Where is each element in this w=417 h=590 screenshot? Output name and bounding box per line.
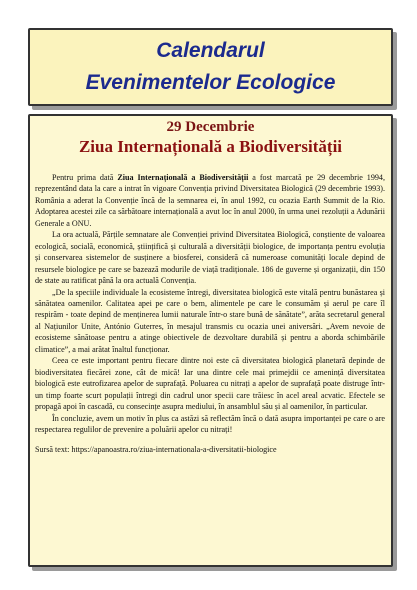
article-body: [35, 172, 385, 456]
article-box: [28, 114, 393, 567]
paragraph-5: În concluzie, avem un motiv în plus ca astăzi să reflectăm încă o dată asupra importanței pe care o are respectarea regulilor de prevenire a poluării apelor cu nitrați!: [35, 413, 385, 434]
paragraph-1-bold: Ziua Internațională a Biodiversității: [117, 173, 249, 182]
paragraph-1-rest: a fost marcată pe 29 decembrie 1994, reprezentând data la care a intrat în vigoare Convenția privind Diversitatea Biologică (29 decembrie 1993). România a aderat la Convenție încă de la semnarea ei, în anul 1992, cu ocazia Earth Summit de la Rio. Adoptarea acestei zile ca sărbătoare internațională a avut loc în anul 2000, în urma unei rezoluții a Adunării Generale a ONU.: [35, 173, 385, 228]
event-date: 29 Decembrie: [166, 119, 255, 135]
event-title: Ziua Internațională a Biodiversității: [78, 137, 343, 156]
paragraph-3: „De la speciile individuale la ecosisteme întregi, diversitatea biologică este vitală pentru bunăstarea și sănătatea oamenilor. Calitatea apei pe care o bem, alimentele pe care le consumăm și aerul pe care îl respirăm - toate depind de menținerea lumii naturale într-o stare bună de sănătate”, arăta secretarul general al Națiunilor Unite, António Guterres, în mesajul transmis cu ocazia unei aniversări. „Avem nevoie de ecosisteme sănătoase pentru a atinge obiectivele de dezvoltare durabilă și pentru a aborda schimbările climatice”, a mai arătat înaltul funcționar.: [35, 287, 385, 354]
header-box: [28, 28, 393, 106]
header-title-line2: Evenimentelor Ecologice: [85, 71, 336, 94]
source-link[interactable]: Sursă text: https://apanoastra.ro/ziua-internationala-a-diversitatii-biologice: [35, 445, 277, 455]
paragraph-2: La ora actuală, Părțile semnatare ale Convenției privind Diversitatea Biologică, conștiente de valoarea ecologică, socială, economică, științifică și culturală a diversității biologice, de importanța pentru evoluția și conservarea sistemelor de susținere a biosferei, consideră că numeroase comunități locale depind de resursele biologice pe care se bazează modurile de viață tradiționale. 186 de guverne și organizații, din 150 de state au ratificat până la ora actuală Convenția.: [35, 230, 385, 286]
paragraph-4: Ceea ce este important pentru fiecare dintre noi este că diversitatea biologică planetară depinde de biodiversitatea fiecărei zone, cât de mică! Iar una dintre cele mai primejdii ce amenință diversitatea biologică este eutrofizarea apelor de suprafață. Poluarea cu nitrați a apelor de suprafață poate distruge într-un timp foarte scurt populații întregi din cadrul unor specii care trăiesc în acel areal acvatic. Efectele se propagă apoi în cascadă, cu consecințe asupra mediului, în ansamblul său și al oamenilor, în particular.: [35, 356, 385, 412]
header-title-line1: Calendarul: [156, 39, 265, 62]
paragraph-1-intro: Pentru prima dată: [52, 173, 118, 182]
paragraph-1: [35, 172, 385, 229]
